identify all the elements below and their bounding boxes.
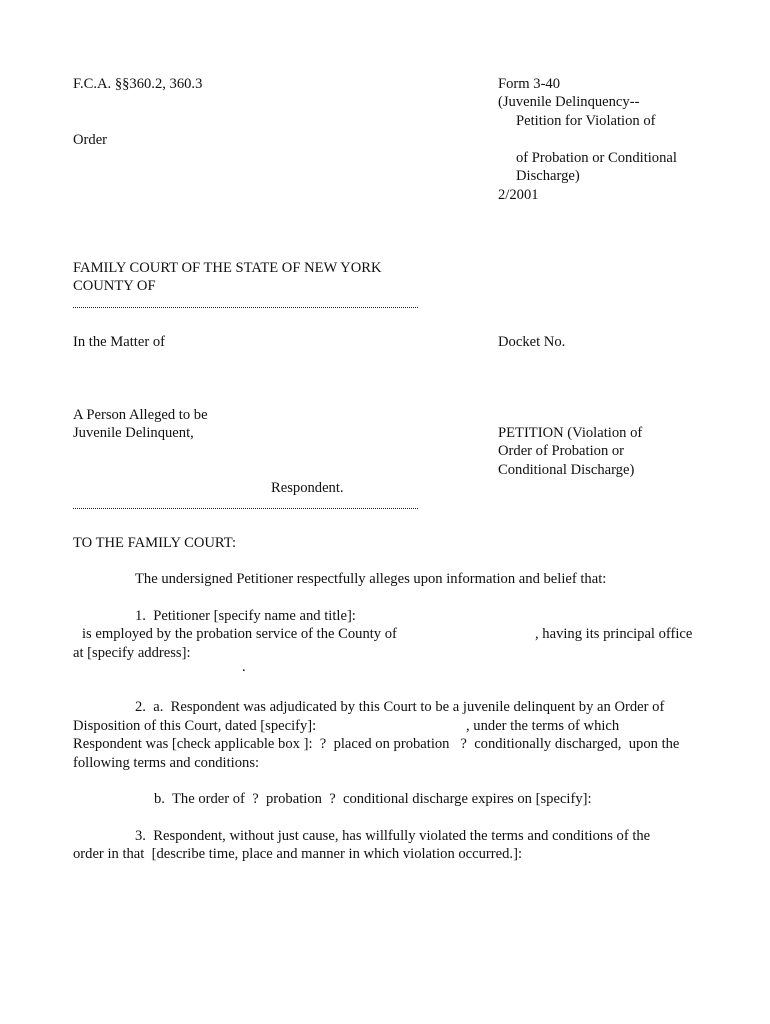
form-description-line: Discharge) bbox=[516, 168, 580, 184]
court-name: FAMILY COURT OF THE STATE OF NEW YORK bbox=[73, 260, 382, 276]
petition-title: Conditional Discharge) bbox=[498, 462, 635, 478]
paragraph-2a: , under the terms of which bbox=[466, 718, 620, 734]
paragraph-2a: following terms and conditions: bbox=[73, 755, 260, 771]
form-description-line: of Probation or Conditional bbox=[516, 150, 677, 166]
paragraph-2a: Disposition of this Court, dated [specify]: bbox=[73, 718, 317, 734]
form-date: 2/2001 bbox=[498, 187, 539, 203]
document-type: Order bbox=[73, 132, 108, 148]
paragraph-3: 3. Respondent, without just cause, has willfully violated the terms and conditions of the bbox=[135, 828, 651, 844]
petition-title: Order of Probation or bbox=[498, 443, 625, 459]
paragraph-2a: Respondent was [check applicable box ]: ? placed on probation ? conditionally discharged, upon the bbox=[73, 736, 680, 752]
form-description-line: Petition for Violation of bbox=[516, 113, 656, 129]
paragraph-2a: 2. a. Respondent was adjudicated by this Court to be a juvenile delinquent by an Order of bbox=[135, 699, 665, 715]
paragraph-1: at [specify address]: bbox=[73, 645, 191, 661]
docket-label: Docket No. bbox=[498, 334, 566, 350]
respondent-description: A Person Alleged to be bbox=[73, 407, 208, 423]
salutation: TO THE FAMILY COURT: bbox=[73, 535, 237, 551]
paragraph-1: 1. Petitioner [specify name and title]: bbox=[135, 608, 356, 624]
respondent-description: Juvenile Delinquent, bbox=[73, 425, 194, 441]
caption-divider bbox=[73, 307, 418, 308]
petition-title: PETITION (Violation of bbox=[498, 425, 643, 441]
county-label: COUNTY OF bbox=[73, 278, 156, 294]
paragraph-1: is employed by the probation service of the County of bbox=[82, 626, 397, 642]
paragraph-1: , having its principal office bbox=[535, 626, 693, 642]
paragraph-3: order in that [describe time, place and manner in which violation occurred.]: bbox=[73, 846, 522, 862]
caption-divider bbox=[73, 508, 418, 509]
form-number: Form 3-40 bbox=[498, 76, 561, 92]
paragraph-1-mark: . bbox=[242, 659, 246, 675]
intro-paragraph: The undersigned Petitioner respectfully alleges upon information and belief that: bbox=[135, 571, 607, 587]
statute-citation: F.C.A. §§360.2, 360.3 bbox=[73, 76, 203, 92]
paragraph-2b: b. The order of ? probation ? conditional discharge expires on [specify]: bbox=[154, 791, 592, 807]
respondent-label: Respondent. bbox=[271, 480, 344, 496]
form-description-line: (Juvenile Delinquency-- bbox=[498, 94, 640, 110]
in-matter-of: In the Matter of bbox=[73, 334, 165, 350]
